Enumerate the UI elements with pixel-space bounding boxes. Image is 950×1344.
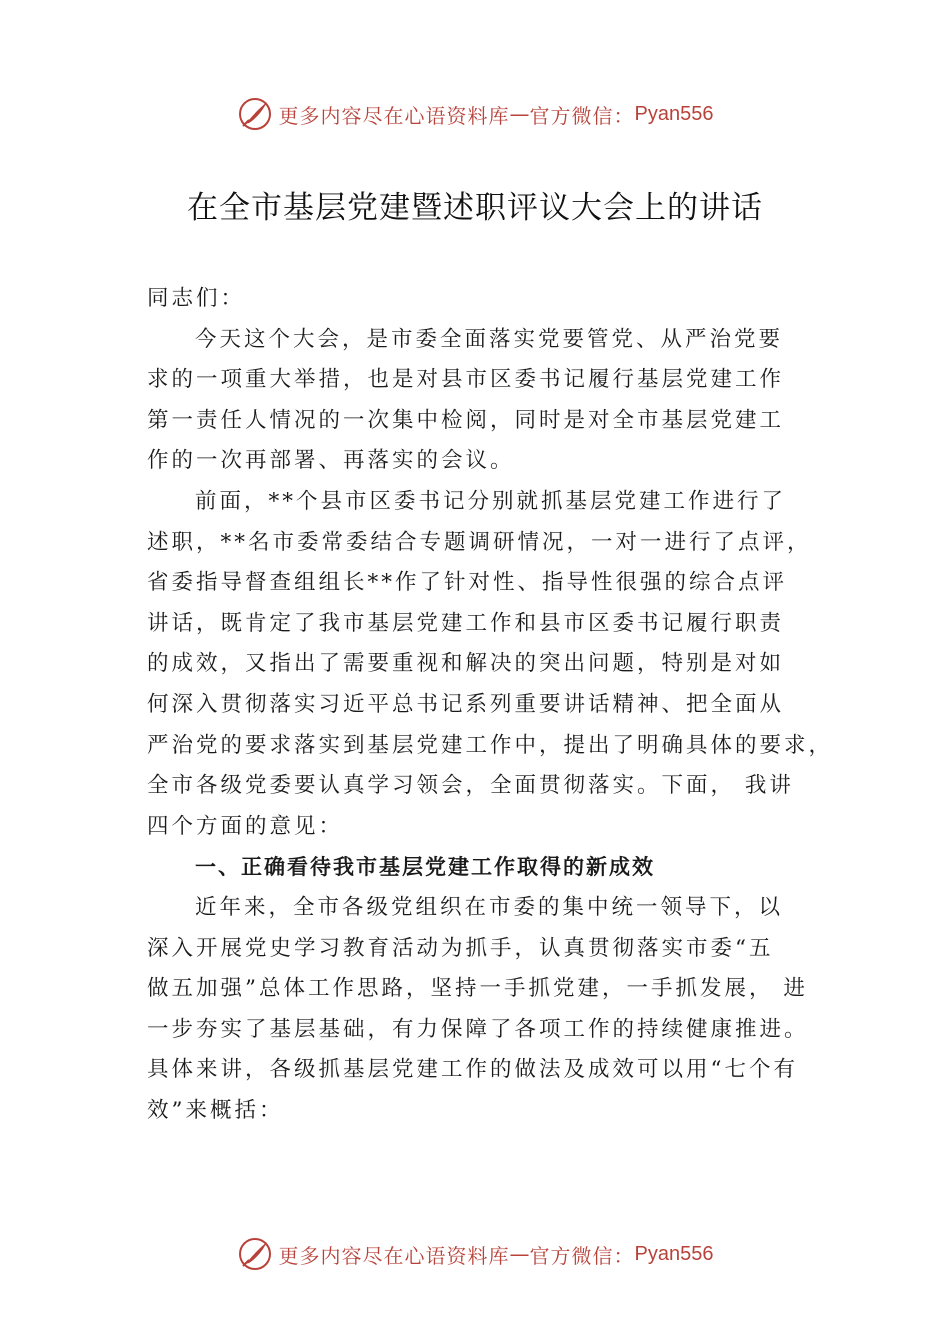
watermark-banner-bottom [0, 1234, 950, 1274]
paragraph-line: 何深入贯彻落实习近平总书记系列重要讲话精神、把全面从 [147, 691, 785, 717]
watermark-handle: Pyan556 [634, 102, 714, 125]
paragraph-line: 述职，**名市委常委结合专题调研情况，一对一进行了点评， [147, 529, 812, 555]
paragraph-line: 省委指导督查组组长**作了针对性、指导性很强的综合点评 [147, 570, 788, 596]
watermark-banner-top [0, 94, 950, 134]
salutation: 同志们： [147, 286, 246, 311]
watermark-label: 官方微信： [529, 1243, 635, 1268]
paragraph-line: 效”来概括： [147, 1097, 284, 1123]
paragraph-line: 今天这个大会，是市委全面落实党要管党、从严治党要 [195, 326, 784, 352]
watermark-text: 更多内容尽在心语资料库 [278, 103, 510, 128]
watermark-text: 更多内容尽在心语资料库 [278, 1243, 510, 1268]
paragraph-line: 作的一次再部署、再落实的会议。 [147, 448, 515, 474]
paragraph-line: 第一责任人情况的一次集中检阅，同时是对全市基层党建工 [147, 407, 785, 433]
paragraph-line: 做五加强”总体工作思路，坚持一手抓党建，一手抓发展， 进 [147, 976, 808, 1002]
paragraph-line: 求的一项重大举措，也是对县市区委书记履行基层党建工作 [147, 367, 785, 393]
watermark-handle: Pyan556 [634, 1242, 714, 1265]
watermark-separator: — [509, 102, 530, 126]
watermark-separator: — [509, 1242, 530, 1266]
document-body [147, 279, 834, 1131]
paragraph-line: 严治党的要求落实到基层党建工作中，提出了明确具体的要求， [147, 732, 834, 758]
paragraph-line: 一步夯实了基层基础，有力保障了各项工作的持续健康推进。 [147, 1016, 809, 1042]
watermark-label: 官方微信： [529, 103, 635, 128]
document-title: 在全市基层党建暨述职评议大会上的讲话 [187, 190, 763, 226]
quill-logo-icon [237, 96, 273, 132]
paragraph-line: 深入开展党史学习教育活动为抓手，认真贯彻落实市委“五 [147, 935, 774, 961]
paragraph-line: 近年来，全市各级党组织在市委的集中统一领导下，以 [195, 894, 784, 920]
paragraph-line: 前面，**个县市区委书记分别就抓基层党建工作进行了 [195, 488, 787, 514]
paragraph-line: 讲话，既肯定了我市基层党建工作和县市区委书记履行职责 [147, 610, 785, 636]
paragraph-line: 的成效，又指出了需要重视和解决的突出问题，特别是对如 [147, 651, 785, 677]
paragraph-line: 具体来讲，各级抓基层党建工作的做法及成效可以用“七个有 [147, 1057, 798, 1083]
quill-logo-icon [237, 1236, 273, 1272]
paragraph-line: 全市各级党委要认真学习领会，全面贯彻落实。下面， 我讲 [147, 773, 794, 799]
section-heading: 一、正确看待我市基层党建工作取得的新成效 [195, 855, 655, 880]
paragraph-line: 四个方面的意见： [147, 813, 344, 839]
